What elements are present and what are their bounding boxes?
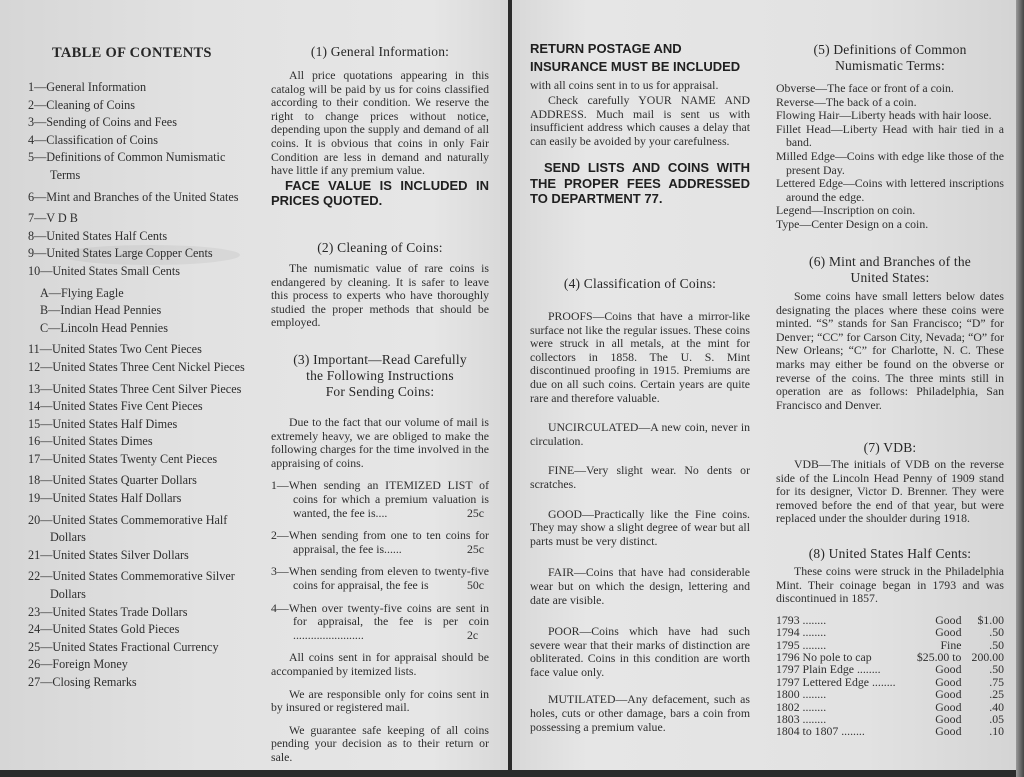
toc-item-number: C— bbox=[40, 320, 61, 335]
sending-note: All coins sent in for appraisal should be accompanied by itemized lists. bbox=[271, 650, 489, 678]
toc-item-label: United States Three Cent Nickel Pieces bbox=[52, 359, 245, 374]
price-grade: Good bbox=[935, 625, 962, 640]
toc-item-label: Cleaning of Coins bbox=[46, 97, 135, 112]
grade-text: —Any defacement, such as holes, cuts or other damage, bars a coin from possessing a premium value. bbox=[530, 692, 750, 734]
toc-item-number: 18— bbox=[28, 473, 53, 488]
section-heading-line: (6) Mint and Branches of the bbox=[809, 254, 971, 269]
section-heading-line: United States: bbox=[850, 270, 930, 285]
grade-definition bbox=[530, 508, 750, 549]
sending-note: We are responsible only for coins sent in by insured or registered mail. bbox=[271, 686, 489, 715]
section-heading: (8) United States Half Cents: bbox=[808, 546, 972, 561]
price-value: .05 bbox=[989, 712, 1004, 727]
toc-item-number: 19— bbox=[28, 491, 53, 506]
price-year-text: 1803 bbox=[776, 712, 800, 727]
grade-text: —Practically like the Fine coins. They may show a slight degree of wear but all parts must be very distinct. bbox=[530, 506, 750, 548]
fee-item: 1—When sending an ITEMIZED LIST of coins for which a premium valuation is wanted, the fee is.... 25c bbox=[271, 478, 489, 520]
toc-item-label: Indian Head Pennies bbox=[60, 303, 162, 318]
toc-item-label: United States Large Copper Cents bbox=[46, 246, 213, 261]
section-heading-line: the Following Instructions bbox=[306, 368, 454, 383]
fee-text: When sending from eleven to twenty-five coins for appraisal, the fee is bbox=[288, 564, 489, 592]
section-sending-instructions bbox=[271, 352, 489, 764]
toc-item bbox=[28, 228, 250, 246]
grade-list bbox=[530, 310, 750, 734]
toc-item-label: Foreign Money bbox=[52, 657, 128, 672]
definition-item: Fillet Head—Liberty Head with hair tied in a band. bbox=[776, 121, 1004, 150]
grade-term: MUTILATED bbox=[548, 692, 616, 707]
price-row bbox=[776, 725, 1004, 737]
section-definitions bbox=[776, 42, 1004, 232]
toc-item-number: 27— bbox=[28, 675, 53, 689]
price-grade: Good bbox=[935, 612, 962, 627]
toc-item-label: Definitions of Common Numismatic Terms bbox=[46, 150, 226, 182]
toc-item-number: 4— bbox=[28, 132, 47, 147]
toc-item bbox=[28, 674, 250, 692]
fee-text: When sending from one to ten coins for appraisal, the fee is...... bbox=[288, 528, 489, 556]
price-year-text: 1794 bbox=[776, 625, 800, 640]
definition-item: Milled Edge—Coins with edge like those of the present Day. bbox=[776, 148, 1004, 177]
section-heading: (1) General Information: bbox=[310, 44, 450, 59]
price-grade: Good bbox=[935, 687, 962, 702]
toc-item-number: B— bbox=[40, 303, 61, 318]
toc-item-label: Mint and Branches of the United States bbox=[46, 189, 239, 204]
leader-dots: ........ bbox=[869, 674, 896, 689]
price-desc: No pole to cap bbox=[802, 650, 872, 664]
toc-item-label: United States Quarter Dollars bbox=[52, 473, 197, 488]
toc-item-number: 23— bbox=[28, 604, 53, 619]
half-cents-body: These coins were struck in the Philadelphia Mint. Their coinage began in 1793 and was discontinued in 1857. bbox=[776, 564, 1004, 606]
grade-term: FINE bbox=[548, 463, 575, 478]
price-value: .50 bbox=[989, 662, 1004, 677]
toc-item-number: A— bbox=[40, 285, 61, 300]
toc-item-label: United States Five Cent Pieces bbox=[52, 399, 203, 414]
price-year-text: 1800 bbox=[776, 687, 800, 702]
price-grade: Good bbox=[935, 674, 962, 689]
section-mints bbox=[776, 254, 1004, 412]
toc-item bbox=[28, 472, 250, 490]
price-value: .50 bbox=[989, 625, 1004, 640]
section-heading-line: (3) Important—Read Carefully bbox=[293, 352, 467, 367]
toc-item-label: Classification of Coins bbox=[46, 132, 158, 147]
grade-term: POOR bbox=[548, 624, 580, 639]
section-vdb bbox=[776, 440, 1004, 526]
toc-item-number: 10— bbox=[28, 263, 53, 278]
section-heading-line: Numismatic Terms: bbox=[835, 58, 945, 73]
leader-dots: ........ bbox=[799, 612, 827, 627]
general-info-body: All price quotations appearing in this catalog will be paid by us for coins classified according to their condition. We reserve the right to change prices without notice, depending upon the supply and demand of all coins. It is obvious that coins in only Fair Condition are less in demand and naturally have little if any premium value. bbox=[271, 68, 489, 178]
price-value: .10 bbox=[989, 724, 1004, 739]
toc-item-number: 5— bbox=[28, 150, 47, 165]
toc-item bbox=[28, 490, 250, 508]
fee-number: 3— bbox=[271, 564, 289, 579]
toc-item bbox=[28, 302, 250, 320]
price-year-text: 1802 bbox=[776, 699, 800, 714]
price-grade: Good bbox=[935, 662, 962, 677]
price-year-text: 1796 bbox=[776, 650, 800, 664]
toc-item bbox=[28, 547, 250, 565]
price-desc: Lettered Edge bbox=[802, 674, 870, 689]
section-cleaning bbox=[271, 240, 489, 330]
toc-item bbox=[28, 97, 250, 115]
fee-text: When sending an ITEMIZED LIST of coins for which a premium valuation is wanted, the fee is.... bbox=[288, 478, 489, 520]
price-value: .40 bbox=[989, 699, 1004, 714]
price-grade: Good bbox=[935, 699, 962, 714]
leader-dots: ........ bbox=[838, 724, 865, 739]
section-half-cents bbox=[776, 546, 1004, 738]
toc-item bbox=[28, 79, 250, 97]
fee-list bbox=[271, 479, 489, 642]
toc-item-number: 15— bbox=[28, 416, 53, 431]
toc-item-number: 25— bbox=[28, 639, 53, 654]
toc-item bbox=[28, 263, 250, 281]
price-value: 200.00 bbox=[971, 650, 1004, 664]
definition-item: Legend—Inscription on coin. bbox=[776, 203, 916, 218]
price-grade: Fine bbox=[940, 637, 962, 652]
toc-item-label: General Information bbox=[46, 80, 147, 94]
toc-item bbox=[28, 359, 250, 377]
toc-item bbox=[28, 568, 250, 603]
section-heading-line: For Sending Coins: bbox=[325, 384, 435, 399]
toc-item-number: 6— bbox=[28, 189, 47, 204]
grade-term: FAIR bbox=[548, 565, 575, 580]
toc-item-label: United States Gold Pieces bbox=[52, 622, 180, 637]
toc-item-number: 13— bbox=[28, 381, 53, 396]
grade-text: —Coins that have had considerable wear but on which the design, lettering and date are visible. bbox=[530, 565, 750, 607]
toc-item-label: United States Commemorative Silver Dollars bbox=[50, 569, 235, 602]
toc-item-number: 20— bbox=[28, 512, 53, 527]
grade-term: PROOFS bbox=[548, 309, 593, 323]
definition-item: Flowing Hair—Liberty heads with hair loose. bbox=[776, 108, 992, 123]
section-heading: (4) Classification of Coins: bbox=[563, 276, 717, 291]
toc-item-number: 8— bbox=[28, 228, 47, 243]
toc-item-number: 1— bbox=[28, 80, 47, 94]
toc-item bbox=[28, 210, 250, 228]
toc-item-label: United States Dimes bbox=[52, 434, 153, 449]
leader-dots: ........ bbox=[799, 687, 827, 702]
leader-dots: ........ bbox=[854, 662, 881, 677]
toc-title: TABLE OF CONTENTS bbox=[52, 45, 212, 61]
toc-item-label: United States Silver Dollars bbox=[52, 547, 189, 562]
toc-item-label: United States Fractional Currency bbox=[52, 639, 219, 654]
section-heading-line: (5) Definitions of Common bbox=[813, 42, 967, 57]
cleaning-body: The numismatic value of rare coins is endangered by cleaning. It is safer to leave this process to experts who have thoroughly studied the proper methods that should be employed. bbox=[271, 261, 489, 330]
price-grade: $25.00 to bbox=[916, 650, 962, 664]
leader-dots: ........ bbox=[799, 625, 827, 640]
grade-definition bbox=[530, 421, 750, 448]
fee-item: 3—When sending from eleven to twenty-five coins for appraisal, the fee is 50c bbox=[271, 564, 489, 592]
check-address-note: Check carefully YOUR NAME AND ADDRESS. Much mail is sent us with insufficient address which causes a delay that can easily be avoided by your carefulness. bbox=[530, 93, 750, 148]
grade-definition bbox=[530, 464, 750, 491]
grade-text: —Very slight wear. No dents or scratches. bbox=[530, 463, 750, 491]
price-year-text: 1797 bbox=[776, 662, 800, 677]
toc-item-label: United States Three Cent Silver Pieces bbox=[52, 381, 242, 396]
grade-term: UNCIRCULATED bbox=[548, 420, 639, 435]
grade-text: —Coins which have had such severe wear that their marks of distinction are obliterated. Coins in this condition are worth face value only. bbox=[530, 624, 750, 679]
fee-number: 1— bbox=[271, 478, 289, 493]
sending-intro: Due to the fact that our volume of mail is extremely heavy, we are obliged to make the following charges for the time involved in the appraising of coins. bbox=[271, 415, 489, 470]
toc-item bbox=[28, 656, 250, 674]
toc-item bbox=[28, 341, 250, 359]
toc-item bbox=[28, 189, 250, 207]
grade-text: —Coins that have a mirror-like surface not like the regular issues. These coins were struck in all metals, at the mint for collectors in 1858. The U. S. Mint discontinued proofing in 1915. Premiums are due on all such coins. Certain years are quite rare and therefore valuable. bbox=[530, 309, 750, 405]
toc-item-label: United States Half Cents bbox=[46, 228, 168, 243]
toc-item-label: Sending of Coins and Fees bbox=[46, 115, 177, 130]
return-postage-text: with all coins sent in to us for appraisal. bbox=[530, 78, 719, 92]
price-year bbox=[776, 725, 911, 737]
toc-item-number: 26— bbox=[28, 657, 53, 672]
half-cents-price-table bbox=[776, 614, 1004, 738]
toc-item-label: United States Trade Dollars bbox=[52, 604, 188, 619]
toc-item-number: 3— bbox=[28, 115, 47, 130]
toc-item-label: United States Half Dimes bbox=[52, 416, 178, 431]
toc-item-label: V D B bbox=[46, 211, 78, 226]
fee-text: When over twenty-five coins are sent in for appraisal, the fee is per coin ........................ bbox=[288, 600, 489, 642]
fee-number: 2— bbox=[271, 528, 289, 543]
price-desc: Plain Edge bbox=[802, 662, 854, 677]
toc-item bbox=[28, 114, 250, 132]
fee-number: 4— bbox=[271, 600, 289, 615]
face-value-notice: FACE VALUE IS INCLUDED IN PRICES QUOTED. bbox=[271, 177, 489, 209]
section-return-postage bbox=[530, 40, 750, 207]
definition-item: Reverse—The back of a coin. bbox=[776, 94, 917, 109]
send-lists-notice: SEND LISTS AND COINS WITH THE PROPER FEES ADDRESSED TO DEPARTMENT 77. bbox=[530, 160, 750, 207]
price-value: .75 bbox=[989, 674, 1004, 689]
toc-item-number: 12— bbox=[28, 359, 53, 374]
leader-dots: ........ bbox=[799, 637, 827, 652]
price-value: .50 bbox=[989, 637, 1004, 652]
grade-definition bbox=[530, 566, 750, 607]
grade-definition bbox=[530, 625, 750, 679]
toc-item bbox=[28, 416, 250, 434]
toc-item bbox=[28, 433, 250, 451]
toc-item-number: 17— bbox=[28, 451, 53, 466]
page-edge-shadow bbox=[1016, 0, 1024, 777]
toc-item-label: United States Commemorative Half Dollars bbox=[50, 512, 228, 545]
toc-item-label: Lincoln Head Pennies bbox=[60, 320, 168, 335]
leader-dots: ........ bbox=[799, 712, 827, 727]
toc-item-number: 24— bbox=[28, 622, 53, 637]
return-postage-notice: RETURN POSTAGE AND INSURANCE MUST BE INCLUDED bbox=[530, 41, 741, 74]
toc-item-number: 22— bbox=[28, 569, 53, 584]
toc-item-label: United States Twenty Cent Pieces bbox=[52, 451, 218, 466]
price-value: .25 bbox=[989, 687, 1004, 702]
toc-item-label: United States Small Cents bbox=[52, 263, 180, 278]
toc-item bbox=[28, 132, 250, 150]
price-grade: Good bbox=[935, 712, 962, 727]
toc-item bbox=[28, 604, 250, 622]
definition-item: Obverse—The face or front of a coin. bbox=[776, 81, 954, 95]
definition-item: Type—Center Design on a coin. bbox=[776, 216, 929, 231]
toc-item bbox=[28, 621, 250, 639]
table-of-contents bbox=[28, 79, 250, 692]
toc-item bbox=[28, 639, 250, 657]
toc-item bbox=[28, 320, 250, 338]
toc-item-label: United States Two Cent Pieces bbox=[51, 342, 202, 357]
fee-item: 4—When over twenty-five coins are sent in for appraisal, the fee is per coin ........................ 2c bbox=[271, 600, 489, 642]
toc-item bbox=[28, 381, 250, 399]
section-heading: (7) VDB: bbox=[863, 440, 917, 455]
toc-item-number: 7— bbox=[28, 211, 47, 226]
toc-item-label: Closing Remarks bbox=[52, 675, 137, 689]
vdb-body: VDB—The initials of VDB on the reverse side of the Lincoln Head Penny of 1909 stand for its designer, Victor D. Brenner. They were removed before the end of that year, but were replaced under the shoulder during 1918. bbox=[776, 457, 1004, 526]
grade-term: GOOD bbox=[548, 506, 583, 521]
toc-item-number: 2— bbox=[28, 97, 47, 112]
price-year-text: 1795 bbox=[776, 637, 800, 652]
toc-item bbox=[28, 451, 250, 469]
toc-item bbox=[28, 512, 250, 547]
section-general-information bbox=[271, 44, 489, 209]
toc-item bbox=[28, 245, 250, 263]
mints-body: Some coins have small letters below dates designating the places where these coins were minted. “S” stands for San Francisco; “D” for Denver; “CC” for Carson City, Nevada; “O” for New Orleans; “C” for Charlotte, N. C. These marks may either be found on the obverse or reverse of the coins. The three mints still in operation are as follows: Philadelphia, San Francisco and Denver. bbox=[776, 289, 1004, 412]
grade-definition bbox=[530, 310, 750, 405]
toc-item-number: 14— bbox=[28, 399, 53, 414]
price-year-text: 1793 bbox=[776, 612, 800, 627]
toc-item-number: 21— bbox=[28, 547, 53, 562]
leader-dots: ........ bbox=[799, 699, 827, 714]
definition-item: Lettered Edge—Coins with lettered inscriptions around the edge. bbox=[776, 176, 1004, 204]
toc-item bbox=[28, 398, 250, 416]
toc-item-number: 16— bbox=[28, 434, 53, 449]
price-year-text: 1804 to 1807 bbox=[776, 724, 839, 739]
sending-note: We guarantee safe keeping of all coins pending your decision as to their return or sale. bbox=[271, 722, 489, 764]
toc-item bbox=[28, 149, 250, 184]
grade-definition bbox=[530, 693, 750, 734]
toc-item-label: United States Half Dollars bbox=[52, 491, 182, 506]
toc-item-number: 9— bbox=[28, 246, 47, 261]
toc-item-label: Flying Eagle bbox=[61, 285, 124, 300]
toc-item-number: 11— bbox=[28, 342, 52, 357]
grade-text: —A new coin, never in circulation. bbox=[530, 420, 750, 448]
fee-item: 2—When sending from one to ten coins for appraisal, the fee is...... 25c bbox=[271, 528, 489, 556]
price-value: $1.00 bbox=[977, 612, 1004, 627]
price-year-text: 1797 bbox=[776, 674, 800, 689]
definitions-list bbox=[776, 82, 1004, 232]
section-heading: (2) Cleaning of Coins: bbox=[317, 240, 443, 255]
section-classification bbox=[530, 276, 750, 734]
price-grade: Good bbox=[935, 724, 962, 739]
toc-item bbox=[28, 285, 250, 303]
